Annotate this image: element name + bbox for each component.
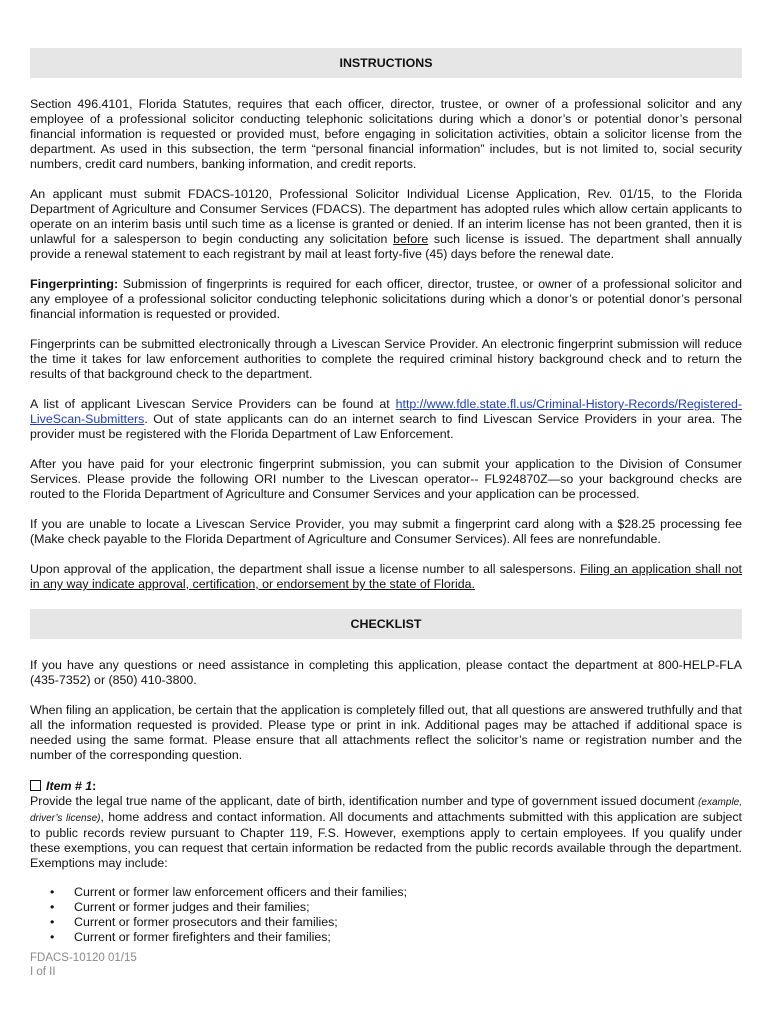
before-underlined: before: [393, 232, 429, 246]
instructions-header: INSTRUCTIONS: [30, 48, 742, 78]
bullet-icon: •: [50, 930, 55, 944]
page-footer: [30, 951, 137, 979]
instructions-paragraph-livescan: Fingerprints can be submitted electronically through a Livescan Service Provider. An electronic fingerprint submission will reduce the time it takes for law enforcement authorities to complete the required criminal history background check and to return the results of that background check to the department.: [30, 337, 742, 381]
provider-list-text-end: . Out of state applicants can do an internet search to find Livescan Service Providers in your area. The provider must be registered with the Florida Department of Law Enforcement.: [30, 412, 742, 441]
document-page: [30, 48, 742, 945]
livescan-providers-link[interactable]: http://www.fdle.state.fl.us/Criminal-History-Records/Registered-LiveScan-Submitters: [30, 397, 742, 426]
list-item: • Current or former judges and their families;: [50, 900, 310, 914]
list-item: • Current or former firefighters and their families;: [50, 930, 331, 944]
instructions-paragraph-provider-list: [30, 397, 742, 442]
item-1-heading: [30, 779, 742, 794]
item-1-colon: :: [92, 779, 97, 793]
instructions-paragraph-fee: If you are unable to locate a Livescan Service Provider, you may submit a fingerprint card along with a $28.25 processing fee (Make check payable to the Florida Department of Agriculture and Consumer Services). All fees are nonrefundable.: [30, 517, 742, 546]
checklist-header: CHECKLIST: [30, 609, 742, 639]
exemptions-list: [30, 885, 742, 945]
item-1-checkbox[interactable]: [30, 780, 41, 791]
item-1-paragraph: [30, 794, 742, 871]
approval-text: Upon approval of the application, the department shall issue a license number to all salespersons.: [30, 562, 581, 576]
checklist-paragraph-contact: If you have any questions or need assistance in completing this application, please contact the department at 800-HELP-FLA (435-7352) or (850) 410-3800.: [30, 658, 742, 687]
item-1-text-start: Provide the legal true name of the applicant, date of birth, identification number and type of government issued document: [30, 794, 699, 808]
item-1-example: (example, driver’s license): [30, 797, 742, 824]
instructions-paragraph-application: [30, 187, 742, 262]
checklist-paragraph-filing: When filing an application, be certain that the application is completely filled out, that all questions are answered truthfully and that all the information requested is provided. Please type or print in ink. Additional pages may be attached if additional space is needed using the same format. Please ensure that all attachments reflect the solicitor’s name or registration number and the number of the corresponding question.: [30, 703, 742, 762]
page-number: I of II: [30, 966, 56, 978]
bullet-icon: •: [50, 885, 55, 899]
application-text-end: such license is issued. The department shall annually provide a renewal statement to each registrant by mail at least forty-five (45) days before the renewal date.: [30, 232, 742, 261]
list-item: • Current or former prosecutors and their families;: [50, 915, 338, 929]
application-text-start: An applicant must submit FDACS-10120, Professional Solicitor Individual License Application, Rev. 01/15, to the Florida Department of Agriculture and Consumer Services (FDACS). The department has adopted rules which allow certain applicants to operate on an interim basis until such time as a license is granted or denied. If an interim license has not been granted, then it is unlawful for a salesperson to begin conducting any solicitation: [30, 187, 742, 246]
form-id: FDACS-10120 01/15: [30, 952, 137, 964]
list-item: • Current or former law enforcement officers and their families;: [50, 885, 408, 899]
bullet-icon: •: [50, 915, 55, 929]
item-1-text-end: , home address and contact information. All documents and attachments submitted with this application are subject to public records review pursuant to Chapter 119, F.S. However, exemptions apply to certain employees. If you qualify under these exemptions, you can request that certain information be redacted from the public records available through the department. Exemptions may include:: [30, 810, 742, 870]
item-1-label: Item # 1: [46, 779, 93, 793]
fingerprinting-text: Submission of fingerprints is required for each officer, director, trustee, or owner of a professional solicitor and any employee of a professional solicitor conducting telephonic solicitations during which a donor’s or potential donor’s personal financial information is requested or provided.: [30, 277, 742, 321]
instructions-paragraph-statute: Section 496.4101, Florida Statutes, requires that each officer, director, trustee, or owner of a professional solicitor and any employee of a professional solicitor conducting telephonic solicitations during which a donor’s or potential donor’s personal financial information is requested or provided must, before engaging in solicitation activities, obtain a solicitor license from the department. As used in this subsection, the term “personal financial information” includes, but is not limited to, social security numbers, credit card numbers, banking information, and credit reports.: [30, 97, 742, 171]
fingerprinting-label: Fingerprinting:: [30, 277, 119, 291]
instructions-paragraph-ori: After you have paid for your electronic fingerprint submission, you can submit your application to the Division of Consumer Services. Please provide the following ORI number to the Livescan operator-- FL924870Z—so your background checks are routed to the Florida Department of Agriculture and Consumer Services and your application can be processed.: [30, 457, 742, 501]
instructions-paragraph-approval: [30, 562, 742, 592]
approval-disclaimer-underlined: Filing an application shall not in any way indicate approval, certification, or endorsement by the state of Florida.: [30, 562, 742, 591]
instructions-paragraph-fingerprinting: [30, 277, 742, 322]
provider-list-text-start: A list of applicant Livescan Service Providers can be found at: [30, 397, 396, 411]
bullet-icon: •: [50, 900, 55, 914]
